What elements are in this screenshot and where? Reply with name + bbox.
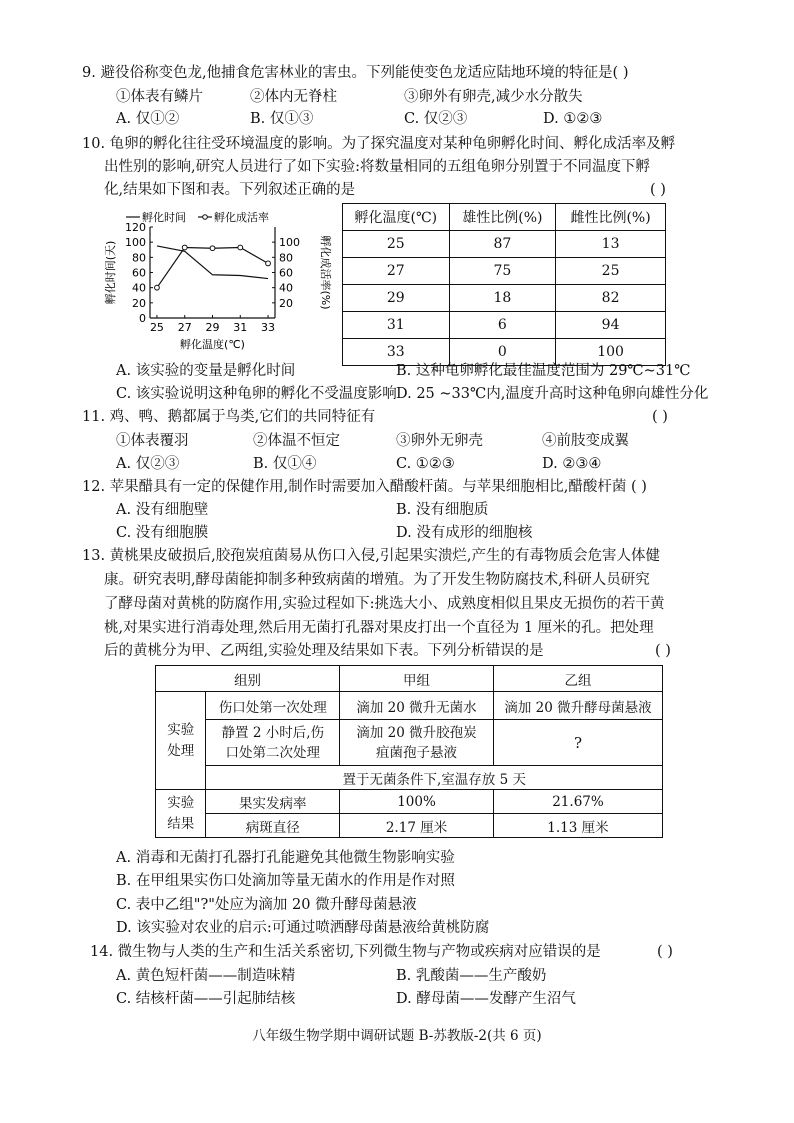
peach-experiment-table [155, 665, 663, 838]
sex-ratio-row [343, 285, 666, 312]
q9-option-d: D. ①②③ [543, 111, 603, 127]
result-label: 实验结果 [156, 790, 206, 838]
result1-jia: 100% [340, 790, 494, 814]
y-left-tick-label: 100 [125, 236, 146, 250]
row-female: 100 [556, 339, 666, 366]
row-female: 94 [556, 312, 666, 339]
row-temp: 33 [343, 339, 450, 366]
proc-label: 实验处理 [156, 692, 206, 790]
proc2-yi: ? [493, 720, 662, 766]
y-right-tick-label: 100 [279, 236, 300, 250]
row-male: 75 [449, 258, 556, 285]
x-tick-label: 27 [177, 321, 192, 334]
q10-option-d: D. 25 ~33℃内,温度升高时这种龟卵向雄性分化 [396, 386, 709, 402]
header-temp: 孵化温度(℃) [343, 204, 450, 231]
y-left-tick-label: 60 [132, 266, 146, 280]
result1-label: 果实发病率 [206, 790, 340, 814]
q10-stem-line-3: 化,结果如下图和表。下列叙述正确的是 [104, 182, 356, 198]
sex-ratio-row [343, 231, 666, 258]
q11-option-d: D. ②③④ [542, 456, 602, 472]
proc2-label: 静置 2 小时后,伤口处第二次处理 [206, 720, 340, 766]
q9-option-a: A. 仅①② [116, 111, 180, 127]
y-left-tick-label: 120 [125, 221, 146, 234]
legend-marker-survival [203, 215, 208, 220]
q14-option-c: C. 结核杆菌——引起肺结核 [116, 991, 296, 1007]
y-right-tick-label: 60 [279, 266, 293, 280]
q11-feature-2: ②体温不恒定 [253, 433, 340, 449]
q9-stem: 9. 避役俗称变色龙,他捕食危害林业的害虫。下列能使变色龙适应陆地环境的特征是( ) [82, 65, 629, 81]
q12-option-a: A. 没有细胞壁 [116, 502, 209, 518]
q12-option-b: B. 没有细胞质 [396, 502, 489, 518]
q12-stem: 12. 苹果醋具有一定的保健作用,制作时需要加入醋酸杆菌。与苹果细胞相比,醋酸杆菌 ( ) [82, 479, 647, 495]
q9-option-b: B. 仅①③ [250, 111, 314, 127]
header-group-yi: 乙组 [493, 666, 662, 692]
x-axis-label: 孵化温度(℃) [180, 338, 245, 351]
row-temp: 27 [343, 258, 450, 285]
header-group-jia: 甲组 [340, 666, 494, 692]
y-left-tick-label: 40 [132, 281, 146, 295]
q12-option-c: C. 没有细胞膜 [116, 525, 209, 541]
row-temp: 29 [343, 285, 450, 312]
q13-option-c: C. 表中乙组"?"处应为滴加 20 微升酵母菌悬液 [116, 897, 417, 913]
q11-feature-3: ③卵外无卵壳 [396, 433, 483, 449]
q13-stem-line-5: 后的黄桃分为甲、乙两组,实验处理及结果如下表。下列分析错误的是 [104, 643, 544, 659]
y-left-axis-label: 孵化时间(天) [104, 240, 117, 305]
q13-stem-line-3: 了酵母菌对黄桃的防腐作用,实验过程如下:挑选大小、成熟度相似且果皮无损伤的若干黄 [104, 596, 665, 612]
q10-option-c: C. 该实验说明这种龟卵的孵化不受温度影响 [116, 386, 397, 402]
q13-option-a: A. 消毒和无菌打孔器打孔能避免其他微生物影响实验 [116, 850, 455, 866]
header-male: 雄性比例(%) [449, 204, 556, 231]
proc1-yi: 滴加 20 微升酵母菌悬液 [493, 692, 662, 720]
y-left-tick-label: 20 [132, 296, 146, 310]
q14-option-b: B. 乳酸菌——生产酸奶 [396, 968, 547, 984]
y-right-tick-label: 80 [279, 251, 293, 265]
q14-answer-paren: ( ) [657, 944, 673, 960]
legend-label-hatch-time: 孵化时间 [142, 211, 186, 224]
q13-option-b: B. 在甲组果实伤口处滴加等量无菌水的作用是作对照 [116, 873, 455, 889]
sex-ratio-row [343, 258, 666, 285]
q11-option-c: C. ①②③ [396, 456, 455, 472]
q13-option-d: D. 该实验对农业的启示:可通过喷洒酵母菌悬液给黄桃防腐 [116, 920, 490, 936]
proc1-label: 伤口处第一次处理 [206, 692, 340, 720]
sex-ratio-row [343, 312, 666, 339]
row-female: 25 [556, 258, 666, 285]
y-right-tick-label: 40 [279, 281, 293, 295]
q10-stem-line-1: 10. 龟卵的孵化往往受环境温度的影响。为了探究温度对某种龟卵孵化时间、孵化成活率及孵 [82, 136, 676, 152]
row-male: 0 [449, 339, 556, 366]
proc2-jia: 滴加 20 微升胶孢炭疽菌孢子悬液 [340, 720, 494, 766]
result2-label: 病斑直径 [206, 814, 340, 838]
q9-feature-2: ②体内无脊柱 [250, 89, 337, 105]
row-male: 6 [449, 312, 556, 339]
q14-stem: 14. 微生物与人类的生产和生活关系密切,下列微生物与产物或疾病对应错误的是 [90, 944, 601, 960]
q13-stem-line-2: 康。研究表明,酵母菌能抑制多种致病菌的增殖。为了开发生物防腐技术,科研人员研究 [104, 572, 650, 588]
legend-label-survival: 孵化成活率 [214, 211, 269, 224]
proc1-jia: 滴加 20 微升无菌水 [340, 692, 494, 720]
row-temp: 25 [343, 231, 450, 258]
survival-point [266, 261, 271, 266]
q14-option-d: D. 酵母菌——发酵产生沼气 [396, 991, 576, 1007]
q9-feature-3: ③卵外有卵壳,减少水分散失 [404, 89, 583, 105]
q12-option-d: D. 没有成形的细胞核 [396, 525, 533, 541]
x-tick-label: 29 [205, 321, 220, 334]
hatch-chart [100, 205, 335, 355]
q11-stem: 11. 鸡、鸭、鹅都属于鸟类,它们的共同特征有 [82, 409, 376, 425]
q13-answer-paren: ( ) [655, 643, 671, 659]
row-female: 82 [556, 285, 666, 312]
q10-option-a: A. 该实验的变量是孵化时间 [116, 363, 296, 379]
q11-option-b: B. 仅①④ [253, 456, 317, 472]
header-female: 雌性比例(%) [556, 204, 666, 231]
series-survival-line [157, 247, 268, 287]
q9-feature-1: ①体表有鳞片 [116, 89, 203, 105]
q10-option-b: B. 这种龟卵孵化最佳温度范围为 29℃~31℃ [396, 363, 691, 379]
survival-point [210, 246, 215, 251]
y-left-tick-label: 80 [132, 251, 146, 265]
x-tick-label: 25 [149, 321, 164, 334]
header-group: 组别 [156, 666, 340, 692]
q11-answer-paren: ( ) [652, 409, 668, 425]
page-footer: 八年级生物学期中调研试题 B-苏教版-2(共 6 页) [252, 1028, 542, 1044]
q9-option-c: C. 仅②③ [404, 111, 468, 127]
q13-stem-line-4: 桃,对果实进行消毒处理,然后用无菌打孔器对果皮打出一个直径为 1 厘米的孔。把处理 [104, 620, 654, 636]
sex-ratio-table [342, 203, 666, 366]
result1-yi: 21.67% [493, 790, 662, 814]
q10-answer-paren: ( ) [650, 182, 666, 198]
y-right-tick-label: 20 [279, 296, 293, 310]
row-male: 18 [449, 285, 556, 312]
x-tick-label: 33 [261, 321, 276, 334]
result2-jia: 2.17 厘米 [340, 814, 494, 838]
q11-option-a: A. 仅②③ [116, 456, 180, 472]
survival-point [182, 245, 187, 250]
common-condition: 置于无菌条件下,室温存放 5 天 [206, 766, 663, 790]
survival-point [155, 285, 160, 290]
q10-stem-line-2: 出性别的影响,研究人员进行了如下实验:将数量相同的五组龟卵分别置于不同温度下孵 [104, 159, 650, 175]
row-female: 13 [556, 231, 666, 258]
q11-feature-1: ①体表覆羽 [116, 433, 189, 449]
q13-stem-line-1: 13. 黄桃果皮破损后,胶孢炭疽菌易从伤口入侵,引起果实溃烂,产生的有毒物质会危害人体健 [82, 548, 660, 564]
result2-yi: 1.13 厘米 [493, 814, 662, 838]
q11-feature-4: ④前肢变成翼 [542, 433, 629, 449]
row-temp: 31 [343, 312, 450, 339]
x-tick-label: 31 [233, 321, 248, 334]
row-male: 87 [449, 231, 556, 258]
survival-point [238, 245, 243, 250]
q14-option-a: A. 黄色短杆菌——制造味精 [116, 968, 296, 984]
y-right-axis-label: 孵化成活率(%) [319, 235, 332, 310]
y-left-tick-label: 0 [139, 312, 146, 325]
